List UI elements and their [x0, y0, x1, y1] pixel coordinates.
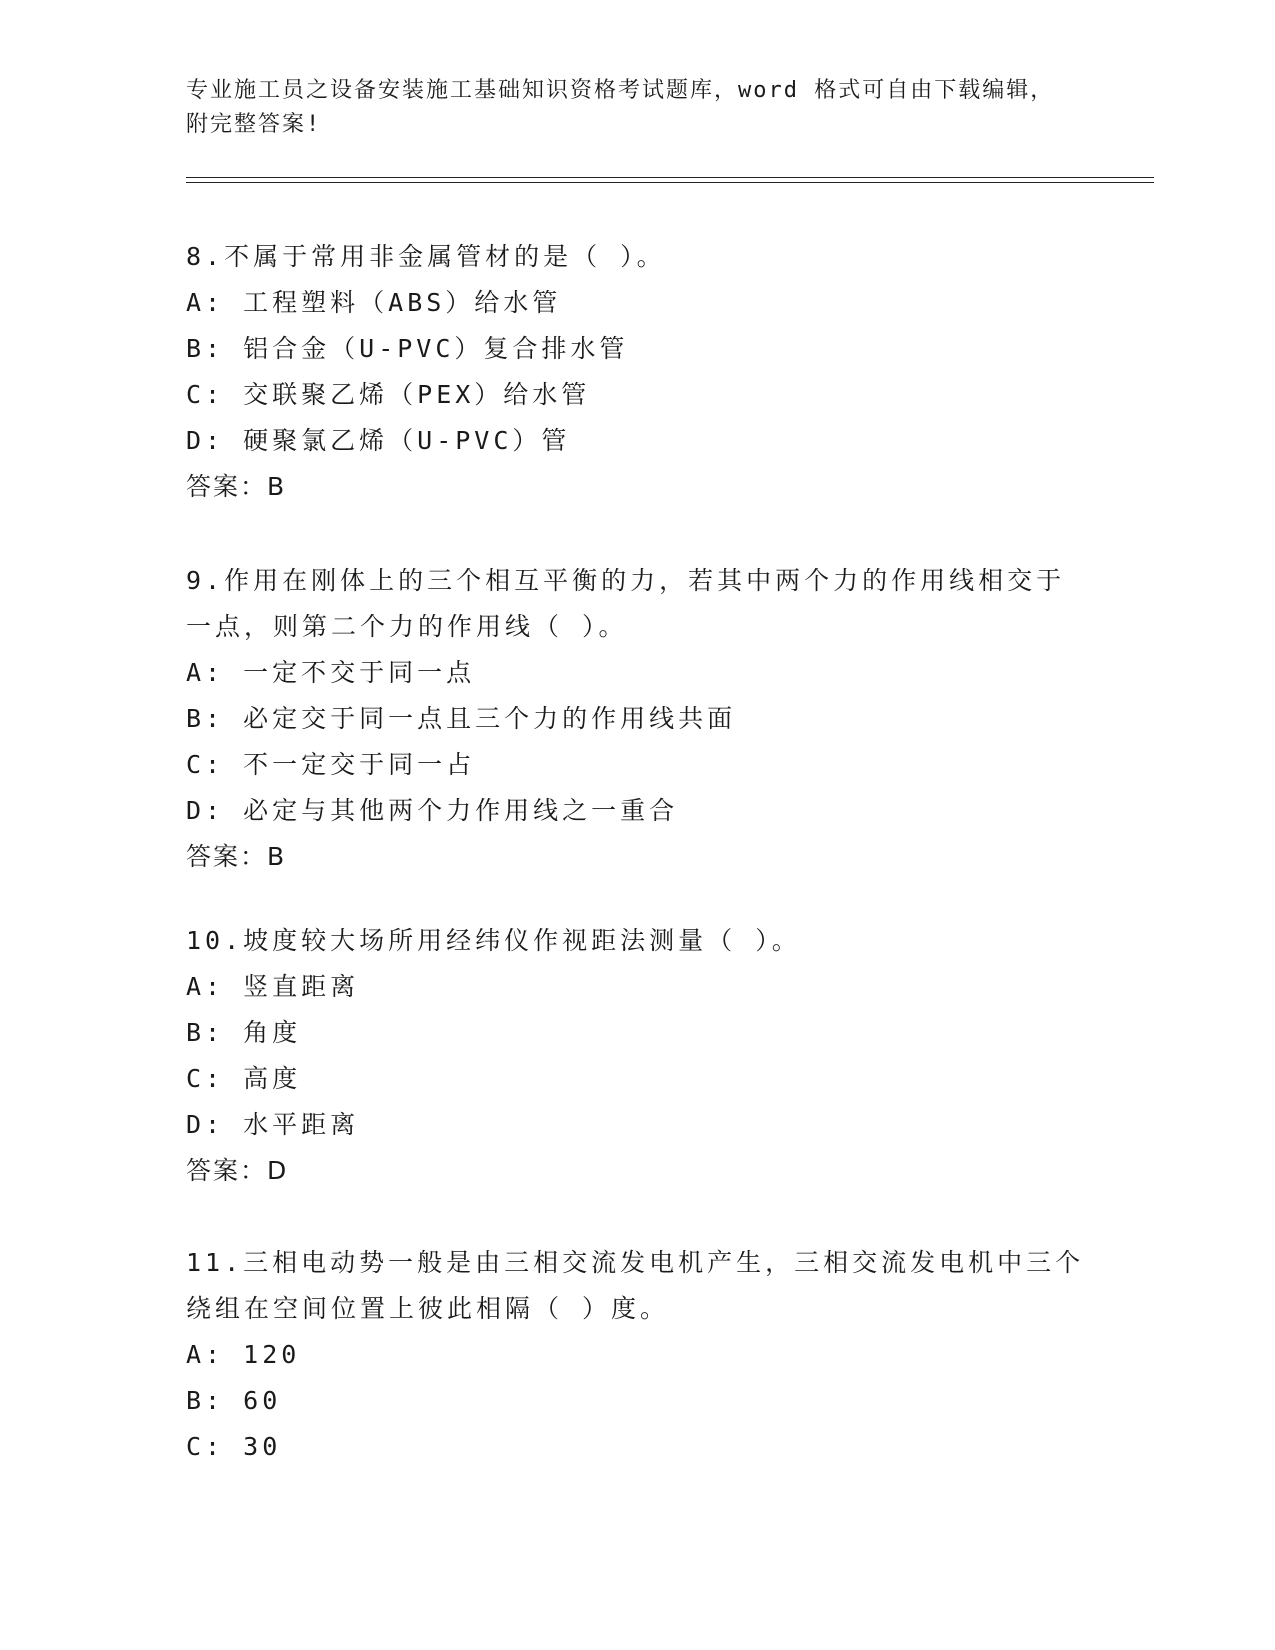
option-d: D: 水平距离	[186, 1110, 360, 1139]
question-10	[186, 918, 1086, 1194]
question-11	[186, 1240, 1086, 1470]
question-stem: 11.三相电动势一般是由三相交流发电机产生，三相交流发电机中三个	[186, 1248, 1085, 1277]
answer: 答案：B	[186, 842, 287, 871]
option-a: A: 一定不交于同一点	[186, 658, 476, 687]
question-stem-continued: 一点，则第二个力的作用线（ ）。	[186, 612, 628, 641]
header-divider-bottom	[186, 182, 1154, 183]
option-c: C: 交联聚乙烯（PEX）给水管	[186, 380, 591, 409]
option-d: D: 硬聚氯乙烯（U-PVC）管	[186, 426, 571, 455]
option-c: C: 30	[186, 1432, 282, 1461]
answer: 答案：B	[186, 472, 287, 501]
question-stem: 10.坡度较大场所用经纬仪作视距法测量（ ）。	[186, 926, 801, 955]
option-a: A: 工程塑料（ABS）给水管	[186, 288, 562, 317]
option-d: D: 必定与其他两个力作用线之一重合	[186, 796, 679, 825]
header-divider-top	[186, 177, 1154, 178]
option-c: C: 高度	[186, 1064, 302, 1093]
option-b: B: 60	[186, 1386, 282, 1415]
question-8	[186, 234, 1086, 510]
header-line-1: 专业施工员之设备安装施工基础知识资格考试题库，word 格式可自由下载编辑，	[186, 78, 1055, 103]
option-c: C: 不一定交于同一占	[186, 750, 476, 779]
header-line-2: 附完整答案!	[186, 112, 322, 137]
question-stem: 8.不属于常用非金属管材的是（ ）。	[186, 242, 666, 271]
option-b: B: 角度	[186, 1018, 302, 1047]
document-header	[186, 74, 1086, 142]
question-9	[186, 558, 1086, 880]
answer: 答案：D	[186, 1156, 289, 1185]
option-a: A: 竖直距离	[186, 972, 360, 1001]
option-b: B: 必定交于同一点且三个力的作用线共面	[186, 704, 737, 733]
option-b: B: 铝合金（U-PVC）复合排水管	[186, 334, 629, 363]
question-stem-continued: 绕组在空间位置上彼此相隔（ ）度。	[186, 1294, 670, 1323]
option-a: A: 120	[186, 1340, 301, 1369]
question-stem: 9.作用在刚体上的三个相互平衡的力，若其中两个力的作用线相交于	[186, 566, 1066, 595]
